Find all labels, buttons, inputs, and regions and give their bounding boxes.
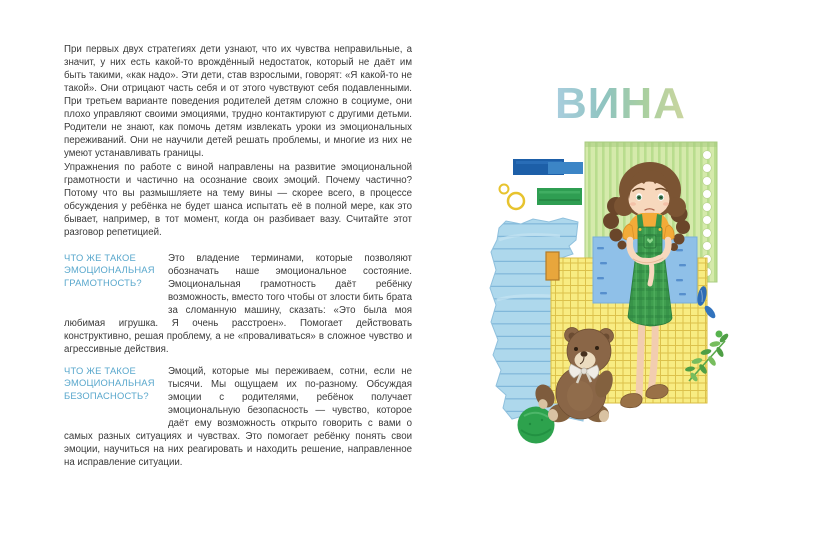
orange-tab xyxy=(546,252,559,280)
girl-leg xyxy=(639,320,642,397)
paragraph-text: Упражнения по работе с виной направлены на развитие эмоциональной грамотности и частично на осознание своих эмоций. Почему частично? Потому что вы размышляете на тему вины — скорее всего, в процессе обсуждения у ребёнка не будет шанса испытать её в полной мере, как это бывает, например, в тот момент, когда он разбивает вазу. Считайте этот разговор репетицией. xyxy=(64,162,412,238)
green-dot xyxy=(716,331,723,338)
section-heading: ЧТО ЖЕ ТАКОЕ ЭМОЦИОНАЛЬНАЯ ГРАМОТНОСТЬ? xyxy=(64,252,155,288)
section-body: Это владение терминами, которые позволяют обозначать наше эмоциональное состояние. Эмоциональная грамотность даёт ребёнку возможность, вместо того чтобы от злости бить брата за сломанную машину, сказать: «Это была моя любимая игрушка. Я очень расстроен». Помогает действовать конструктивно, решая проблему, а не «проваливаться» в сложное чувство и агрессивные действия. xyxy=(64,253,412,355)
paragraph-text: При первых двух стратегиях дети узнают, что их чувства неправильные, а значит, у них есть какой-то врождённый недостаток, который не даёт им быть такими, «как надо». Эти дети, став взрослыми, говорят: «Я какой-то не такой». Они отрицают часть себя и от этого чувствуют себя подавленными. При третьем варианте поведения родителей детям сложно в социуме, они плохо управляют своими эмоциями, трудно контактируют с другими детьми. Родители не знают, как помочь детям извлекать уроки из эмоциональных переживаний. Они не научили детей решать проблемы, и многие из них не умеют устанавливать границы. xyxy=(64,44,412,159)
paragraph-strategies xyxy=(64,43,412,160)
section-heading: ЧТО ЖЕ ТАКОЕ ЭМОЦИОНАЛЬНАЯ БЕЗОПАСНОСТЬ? xyxy=(64,365,155,401)
section-emotional-safety xyxy=(64,365,412,469)
yellow-rings xyxy=(500,185,525,210)
paragraph-exercises xyxy=(64,161,412,239)
page-title: ВИНА xyxy=(555,79,686,128)
green-tape xyxy=(537,188,582,205)
section-emotional-literacy xyxy=(64,252,412,356)
guilt-illustration xyxy=(488,140,734,448)
section-body: Эмоций, которые мы переживаем, сотни, если не тысячи. Мы ощущаем их по-разному. Обсуждая эмоции с родителями, ребёнок получает эмоциональную безопасность — чувство, которое даёт ему возможность открыто говорить с вами о самых разных ситуациях и чувствах. Это помогает ребёнку понять свои эмоции, научиться на них реагировать и находить решение, направленное на исправление ситуации. xyxy=(64,366,412,468)
blue-tape xyxy=(513,159,583,175)
